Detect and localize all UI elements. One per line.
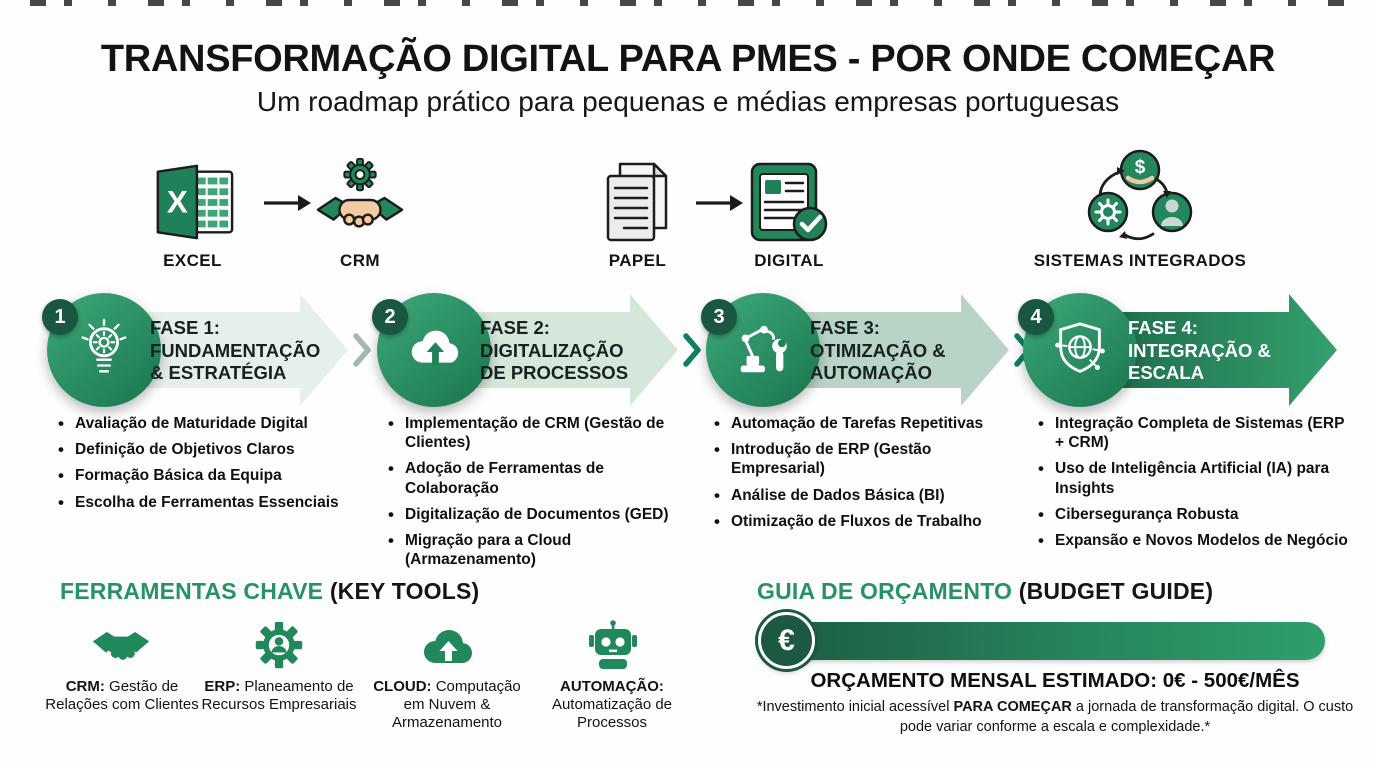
budget-estimate: ORÇAMENTO MENSAL ESTIMADO: 0€ - 500€/MÊS [810,669,1300,692]
budget-heading: GUIA DE ORÇAMENTO (BUDGET GUIDE) [757,578,1214,604]
list-item: • Introdução de ERP (Gestão Empresarial) [714,440,1004,478]
chevron-separator-icon [352,332,372,368]
tool-label-crm: CRM: Gestão de Relações com Clientes [45,678,199,713]
euro-icon: € [758,612,815,669]
list-item: • Otimização de Fluxos de Trabalho [714,512,1004,531]
robot-icon [583,620,643,672]
list-item: • Formação Básica da Equipa [58,466,360,485]
list-item: • Digitalização de Documentos (GED) [388,505,700,524]
phase3-number-badge: 3 [701,299,737,335]
tool-label-erp: ERP: Planeamento de Recursos Empresariais [201,678,357,713]
crm-label: CRM [340,251,380,270]
paper-documents-icon [602,160,674,244]
digital-label: DIGITAL [754,251,824,270]
cloud-upload-icon [417,620,477,672]
excel-icon [150,162,236,242]
chevron-separator-icon [682,332,702,368]
papel-label: PAPEL [608,251,667,270]
cloud-upload-icon [403,319,465,381]
lightbulb-gear-icon [73,319,135,381]
phase4-title: FASE 4: INTEGRAÇÃO & ESCALA [1128,317,1271,384]
list-item: • Integração Completa de Sistemas (ERP + CRM) [1038,414,1356,452]
cropped-text-remnant [30,0,1346,6]
gear-person-icon [249,620,309,672]
budget-gradient-bar [790,622,1325,660]
phase2-title: FASE 2: DIGITALIZAÇÃO DE PROCESSOS [480,317,629,384]
list-item: • Uso de Inteligência Artificial (IA) para Insights [1038,459,1356,497]
list-item: • Migração para a Cloud (Armazenamento) [388,531,700,569]
list-item: • Análise de Dados Básica (BI) [714,486,1004,505]
phase1-bullets [58,414,360,519]
budget-note: *Investimento inicial acessível PARA COMEÇAR a jornada de transformação digital. O custo pode variar conforme a escala e complexidade.* [756,699,1354,735]
tool-label-cloud: CLOUD: Computação em Nuvem & Armazenamento [373,678,521,731]
page-subtitle: Um roadmap prático para pequenas e médias empresas portuguesas [256,86,1120,117]
phase1-title: FASE 1: FUNDAMENTAÇÃO & ESTRATÉGIA [150,317,321,384]
crm-handshake-gear-icon [316,156,404,244]
sistemas-label: SISTEMAS INTEGRADOS [1033,251,1247,270]
list-item: • Adoção de Ferramentas de Colaboração [388,459,700,497]
tool-label-automacao: AUTOMAÇÃO: Automatização de Processos [551,678,673,731]
list-item: • Automação de Tarefas Repetitivas [714,414,1004,433]
page-title: TRANSFORMAÇÃO DIGITAL PARA PMES - POR ONDE COMEÇAR [100,38,1276,80]
list-item: • Cibersegurança Robusta [1038,505,1356,524]
phase2-number-badge: 2 [372,299,408,335]
list-item: • Definição de Objetivos Claros [58,440,360,459]
robot-arm-icon [732,319,794,381]
list-item: • Expansão e Novos Modelos de Negócio [1038,531,1356,550]
list-item: • Avaliação de Maturidade Digital [58,414,360,433]
right-arrow-icon [694,192,746,214]
shield-globe-icon [1049,319,1111,381]
list-item: • Implementação de CRM (Gestão de Clientes) [388,414,700,452]
list-item: • Escolha de Ferramentas Essenciais [58,493,360,512]
handshake-icon [91,620,151,672]
phase4-bullets [1038,414,1356,557]
phase1-number-badge: 1 [42,299,78,335]
phase3-title: FASE 3: OTIMIZAÇÃO & AUTOMAÇÃO [810,317,946,384]
svg-text:X: X [166,184,188,220]
right-arrow-icon [262,192,314,214]
phase4-number-badge: 4 [1018,299,1054,335]
excel-label: EXCEL [163,251,222,270]
phase3-bullets [714,414,1004,538]
tools-heading: FERRAMENTAS CHAVE (KEY TOOLS) [60,578,480,604]
integrated-systems-cycle-icon [1083,146,1197,246]
digital-tablet-check-icon [748,160,830,244]
phase2-bullets [388,414,700,577]
svg-text:$: $ [1134,157,1146,178]
